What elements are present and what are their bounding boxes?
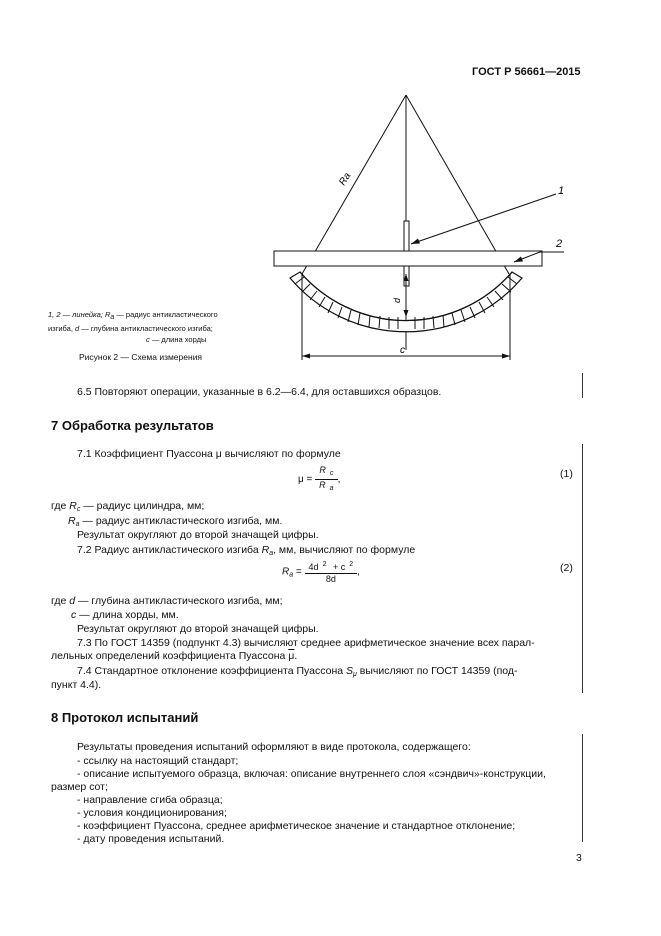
change-bar [582, 444, 583, 693]
cone-right-line [406, 95, 509, 274]
para-7-4-line2: пункт 4.4). [51, 679, 102, 691]
measurement-diagram [260, 88, 565, 368]
protocol-intro: Результаты проведения испытаний оформляют в виде протокола, содержащего: [77, 741, 471, 753]
para-7-2: 7.2 Радиус антикластического изгиба $R_a$, мм, вычисляют по формуле [77, 544, 416, 557]
label-2: 2 [556, 238, 563, 250]
rounding-note-1: Результат округляют до второй значащей цифры. [77, 529, 319, 541]
label-c: c [400, 345, 405, 356]
para-7-3-line1: 7.3 По ГОСТ 14359 (подпункт 4.3) вычисляют среднее арифметическое значение всех парал- [77, 637, 535, 649]
list-item: - ссылку на настоящий стандарт; [77, 755, 239, 767]
list-item: - описание испытуемого образца, включая: описание внутреннего слоя «сэндвич»-конструкции, [77, 768, 546, 780]
section-7-title: 7 Обработка результатов [51, 418, 214, 433]
section-8-title: 8 Протокол испытаний [51, 710, 199, 725]
cone-left-line [302, 95, 406, 274]
formula-2: $R_a$ = $\frac{4d ^2 + c ^2}{8d}$ , [282, 561, 360, 584]
figure-caption: Рисунок 2 — Схема измерения [79, 352, 203, 362]
list-item: - коэффициент Пуассона, среднее арифметическое значение и стандартное отклонение; [77, 820, 516, 832]
document-id: ГОСТ Р 56661—2015 [472, 66, 581, 78]
figure-legend: 1, 2 — линейка; Ra — радиус антикластического изгиба, d — глубина антикластического изгиба; c — длина хорды [48, 310, 218, 344]
change-bar [582, 734, 583, 842]
page-number: 3 [576, 852, 582, 864]
label-d: d [392, 297, 402, 303]
para-7-4-line1: 7.4 Стандартное отклонение коэффициента Пуассона $S_\mu$ вычисляют по ГОСТ 14359 (под- [77, 665, 518, 678]
label-ra: Rа [337, 170, 354, 188]
leader-1 [411, 194, 556, 244]
formula-1-number: (1) [560, 468, 573, 480]
rounding-note-2: Результат округляют до второй значащей цифры. [77, 623, 319, 635]
para-7-1: 7.1 Коэффициент Пуассона μ вычисляют по формуле [77, 448, 341, 460]
where-c: c — длина хорды, мм. [71, 609, 179, 621]
para-7-3-line2: лельных определений коэффициента Пуассона $\overline{\mu}$. [51, 650, 298, 662]
list-item: - направление сгиба образца; [77, 794, 223, 806]
where-ra: $R_a$ — радиус антикластического изгиба, мм. [68, 515, 283, 528]
para-6-5: 6.5 Повторяют операции, указанные в 6.2—6.4, для оставшихся образцов. [77, 386, 442, 398]
where-d: где d — глубина антикластического изгиба, мм; [51, 595, 283, 607]
list-item-continuation: размер сот; [51, 781, 108, 793]
list-item: - условия кондиционирования; [77, 807, 227, 819]
list-item: - дату проведения испытаний. [77, 833, 225, 845]
ruler-horizontal [274, 251, 542, 266]
formula-2-number: (2) [560, 562, 573, 574]
where-rc: где $R_c$ — радиус цилиндра, мм; [51, 500, 205, 513]
formula-1: μ = $\frac{R _c}{R _a}$ , [298, 465, 341, 492]
change-bar [582, 373, 583, 398]
label-1: 1 [558, 185, 565, 197]
